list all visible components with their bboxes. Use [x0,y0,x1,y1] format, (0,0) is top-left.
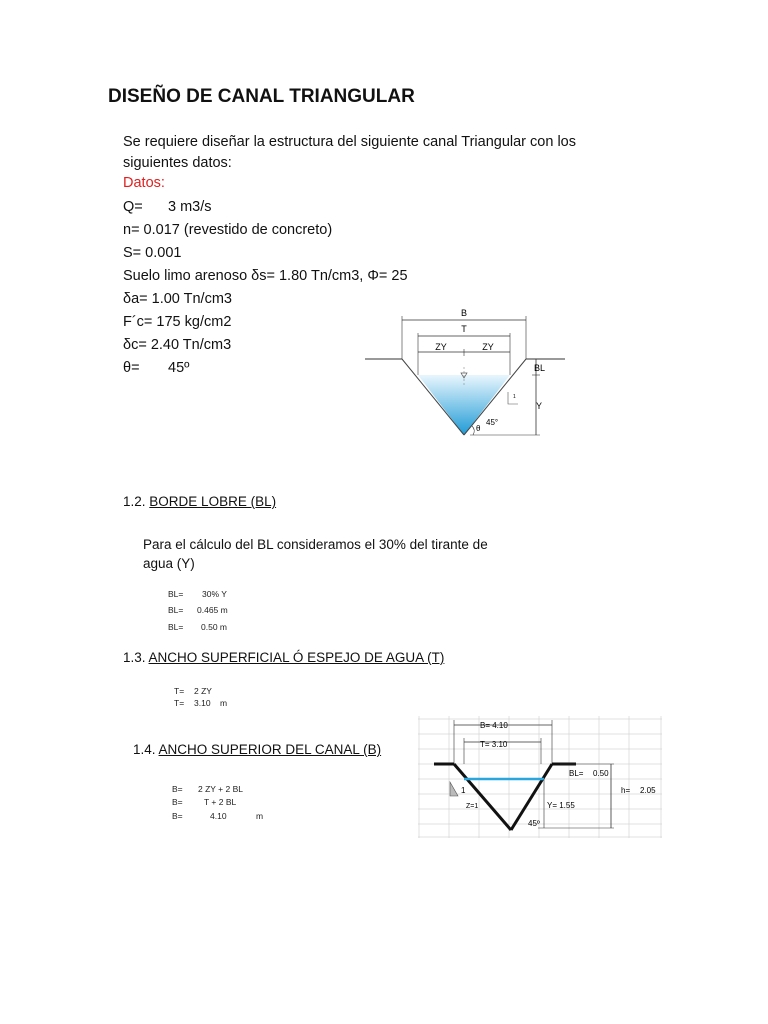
q-value: 3 m3/s [168,199,212,215]
section-t-title: ANCHO SUPERFICIAL Ó ESPEJO DE AGUA (T) [148,650,445,665]
d2-label-one: 1 [461,786,466,795]
intro-text: Se requiere diseñar la estructura del siguiente canal Triangular con los siguientes datos: [123,134,576,171]
theta-label: θ= [123,360,140,376]
datos-suelo: Suelo limo arenoso δs= 1.80 Tn/cm3, Φ= 25 [123,268,408,284]
section-b-heading [133,742,381,757]
section-b-title: ANCHO SUPERIOR DEL CANAL (B) [158,742,382,757]
b-line-3: B= 4.10 m [172,811,264,821]
section-t-number: 1.3. [123,650,146,665]
datos-q [123,199,212,215]
section-b-number: 1.4. [133,742,156,757]
channel-diagram-1 [360,300,580,450]
channel-diagram-2 [418,716,662,838]
d2-bl-value: 0.50 [593,769,609,778]
d2-label-z: Z=1 [466,803,479,810]
label-zy-2: ZY [482,342,494,352]
theta-value: 45º [168,360,190,376]
datos-theta [123,360,190,376]
d2-label-y: Y= 1.55 [547,801,575,810]
d2-label-t: T= 3.10 [480,740,508,749]
q-label: Q= [123,199,143,215]
b-line-1: B= 2 ZY + 2 BL [172,784,243,794]
d2-label-b: B= 4.10 [480,721,508,730]
d2-h-value: 2.05 [640,786,656,795]
datos-n: n= 0.017 (revestido de concreto) [123,222,333,238]
label-t: T [461,324,467,334]
b-line-2: B= T + 2 BL [172,797,237,807]
section-bl-number: 1.2. [123,494,146,509]
datos-dc: δc= 2.40 Tn/cm3 [123,337,232,353]
d2-h-label: h= [621,786,631,795]
label-bl: BL [534,363,546,373]
d2-label-angle: 45º [528,819,540,828]
datos-s: S= 0.001 [123,245,182,261]
label-y: Y [536,401,543,411]
datos-label: Datos: [123,175,165,191]
label-zy-1: ZY [435,342,447,352]
t-line-1: T= 2 ZY [174,686,212,696]
label-angle: 45° [486,418,499,427]
section-bl-heading [123,494,276,509]
datos-da: δa= 1.00 Tn/cm3 [123,291,232,307]
bl-line-3: BL= 0.50 m [168,622,227,632]
bl-line-2: BL= 0.465 m [168,605,228,615]
bl-line-1: BL= 30% Y [168,589,227,599]
section-bl-title: BORDE LOBRE (BL) [149,494,277,509]
label-one: 1 [513,394,516,400]
t-line-2: T= 3.10 m [174,698,228,708]
page-title: DISEÑO DE CANAL TRIANGULAR [108,86,415,107]
section-t-heading [123,650,444,665]
datos-fc: F´c= 175 kg/cm2 [123,314,232,330]
label-theta: θ [476,424,481,433]
d2-bl-label: BL= [569,769,584,778]
label-b: B [460,308,468,318]
section-bl-paragraph: Para el cálculo del BL consideramos el 30% del tirante de agua (Y) [143,537,488,571]
